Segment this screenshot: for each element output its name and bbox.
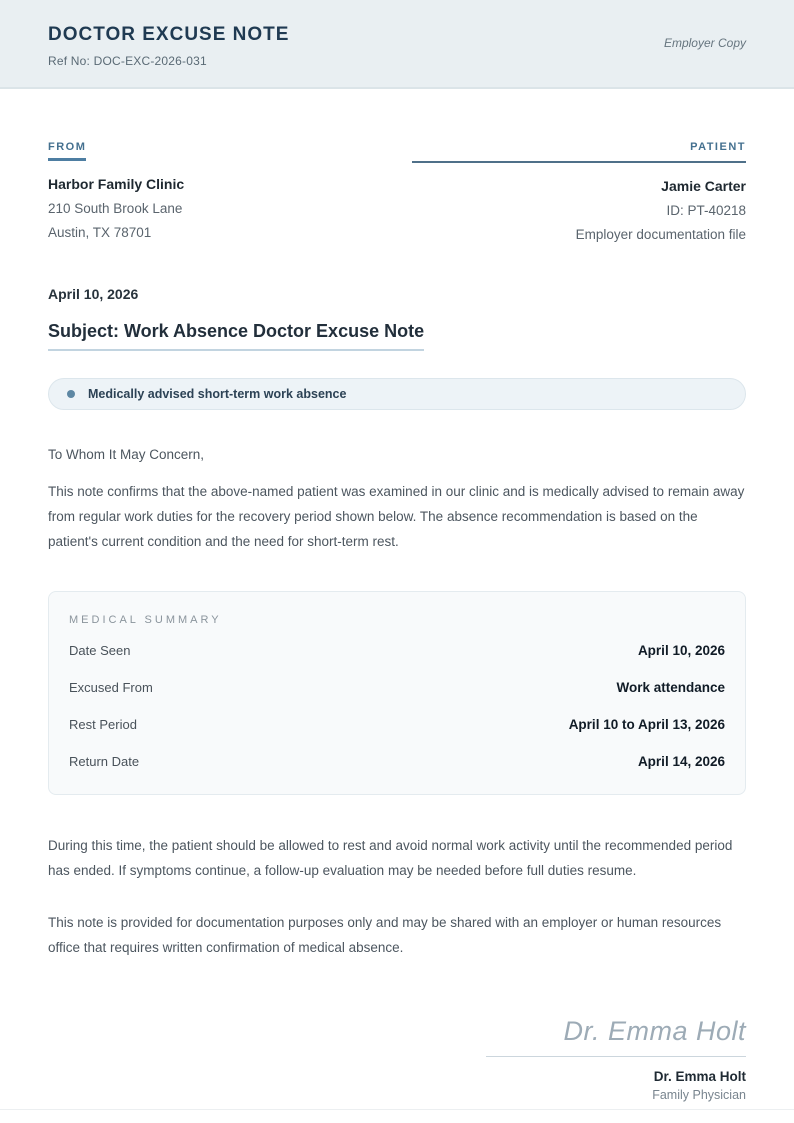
- document-title: DOCTOR EXCUSE NOTE: [48, 24, 290, 45]
- medical-summary-card: [48, 591, 746, 795]
- physician-title: Family Physician: [652, 1088, 746, 1102]
- absence-callout: [48, 378, 746, 410]
- row-label: Rest Period: [69, 717, 137, 732]
- patient-id: ID: PT-40218: [666, 203, 746, 218]
- paragraph-purpose: This note is provided for documentation purposes only and may be shared with an employer or human resources office that requires written confirmation of medical absence.: [48, 915, 722, 955]
- summary-row-excused-from: [69, 669, 725, 706]
- row-value: April 10, 2026: [637, 643, 725, 658]
- absence-callout-text: Medically advised short-term work absence: [88, 387, 347, 401]
- row-label: Date Seen: [69, 643, 131, 658]
- subject-line: Subject: Work Absence Doctor Excuse Note: [48, 321, 424, 351]
- row-label: Return Date: [69, 754, 140, 769]
- medical-summary-title: MEDICAL SUMMARY: [69, 614, 222, 626]
- copy-label: Employer Copy: [663, 36, 746, 50]
- clinic-address-line2: Austin, TX 78701: [48, 225, 152, 240]
- row-value: Work attendance: [616, 680, 725, 695]
- letter-date: April 10, 2026: [48, 286, 139, 302]
- salutation: To Whom It May Concern,: [48, 447, 205, 462]
- clinic-name: Harbor Family Clinic: [48, 176, 185, 192]
- paragraph-rest: During this time, the patient should be allowed to rest and avoid normal work activity until the recommended period has ended. If symptoms continue, a follow-up evaluation may be needed before full duties resume.: [48, 838, 733, 878]
- bullet-dot-icon: [67, 390, 75, 398]
- document-header: [0, 0, 794, 89]
- patient-name: Jamie Carter: [661, 178, 746, 194]
- from-block: [48, 137, 184, 242]
- from-label: FROM: [48, 141, 86, 161]
- reference-number: Ref No: DOC-EXC-2026-031: [48, 54, 207, 68]
- patient-block: [412, 137, 746, 242]
- signature-script: Dr. Emma Holt: [486, 1016, 746, 1057]
- document-body: [0, 137, 794, 1102]
- summary-row-date-seen: [69, 632, 725, 669]
- parties-section: [48, 137, 746, 242]
- row-label: Excused From: [69, 680, 153, 695]
- row-value: April 10 to April 13, 2026: [568, 717, 725, 732]
- physician-name: Dr. Emma Holt: [653, 1069, 746, 1084]
- row-value: April 14, 2026: [637, 754, 725, 769]
- summary-row-rest-period: [69, 706, 725, 743]
- summary-row-return-date: [69, 743, 725, 780]
- clinic-address-line1: 210 South Brook Lane: [48, 201, 183, 216]
- patient-note: Employer documentation file: [575, 227, 746, 242]
- signature-block: [486, 1016, 746, 1102]
- paragraph-intro: This note confirms that the above-named patient was examined in our clinic and is medically advised to remain away from regular work duties for the recovery period shown below. The absence recommendation is based on the patient's current condition and the need for short-term rest.: [48, 484, 745, 549]
- header-left: [48, 24, 289, 68]
- patient-label: PATIENT: [690, 141, 746, 153]
- footer-divider: [0, 1109, 794, 1110]
